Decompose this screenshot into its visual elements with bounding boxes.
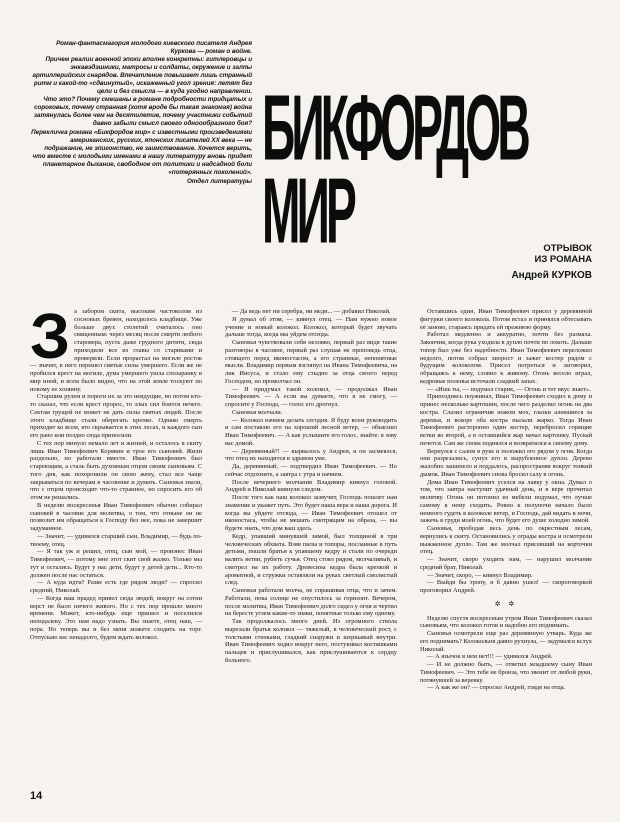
paragraph: Сыновья молчали. xyxy=(232,408,283,416)
paragraph: Сыновья чувствовали себя неловко, первый раз видя такие разговоры в часовне, первый раз слушая не проповедь отца, стоящего перед иконостасом, а его странные, непонятные мысли. Владимир первым взглянул на Ивана Тимофеевича, на лик Иисуса, и стало ему стыдно за отца своего перед Господом, но промолчал он. xyxy=(225,339,397,385)
paragraph: — И не должно быть, — ответил младшему сыну Иван Тимофеевич. — Это тебе не бронза, что звенит от любой руки, потянувшей за веревку. xyxy=(420,661,592,684)
page-number: 14 xyxy=(30,790,43,802)
paragraph: — Деревянный?! — вырвалось у Андрея, и он засмеялся, что отец их находится в здравом уме. xyxy=(225,447,397,463)
intro-paragraph-2: Причем реалии военной эпохи вполне конкретны: гитлеровцы и энкавэдэшники, матросы и солдаты, окружение и залпы артиллерийских снарядов. Впечатление повышает лишь странный ритм и какой-то «сдвинутый», искаженный угол зрения: летят без цели и без смысла — в куда угодно направлении. xyxy=(32,56,252,96)
paragraph: — Значит, скоро, — кивнул Владимир. xyxy=(427,571,533,579)
text-column-1 xyxy=(30,300,202,641)
paragraph: — «Ишь ты, — подумал старик, — Огонь и тот вкус знает». xyxy=(427,385,591,393)
paragraph: — Значит, — удивился старший сын, Владимир, — будь по-твоему, отец. xyxy=(30,532,202,548)
editorial-intro xyxy=(30,40,252,186)
paragraph: Сыновья осмотрели еще раз деревянную утварь. Куда же его поднимать? Колокольня давно рухнула, — задумался вслух Николай. xyxy=(420,630,592,653)
paragraph: Неделю спустя воскресным утром Иван Тимофеевич сказал сыновьям, что колокол готов и надобно его поднимать. xyxy=(420,614,592,630)
author-name: Андрей КУРКОВ xyxy=(511,270,592,281)
paragraph: Припозднясь поужинал, Иван Тимофеевич сходил к дому и принес несколько картошин, после чего разделил огонь на два костра. Слазил ограничив ножом мох, глазки алевшиеся за деревья, и вскоре оба костра пылали жарко. Тогда Иван Тимофеевич расторопно один костер, перебросил горящие ветки во второй, а в оставшийся жар начал картошку. Пускай печется. Сам же снова поднялся и возвратился к своему дому. xyxy=(420,393,592,447)
paragraph: Так продолжалось много дней. Из огромного ствола вырезали братья колокол — тяжелый, в человеческий рост, с толстыми стенками, гладкий снаружи и шершавый внутри. Иван Тимофеевич ходил вокруг него, постукивал костяшками пальцев и прислушивался, как прислушиваются к сердцу больного. xyxy=(225,618,397,664)
intro-signature: Отдел литературы xyxy=(186,177,252,185)
paragraph: Старшим рулем и пороги их за это неидущие, но потом кто-то сказал, что если крест пророс, то злых сил боится нечего. Сектам грущей не может не дать силы святых людей. После этого кладбище стали оберегать крепко. Однако смерть приходит ко всем, кто скрывается в этих лесах, и каждого сын его рано или поздно сюда приносили. xyxy=(30,393,202,439)
paragraph: — А как же он? — спросил Андрей, глядя на отца. xyxy=(427,684,566,692)
paragraph: Вернулся с салом в руке и положил его рядом у огня. Когда они разрезались, сунул его в вырубленное дупло. Дерево жалобно зашипело и поддалось, распространяя вокруг тонкий дымок. Иван Тимофеевич снова бросил салу в огонь. xyxy=(420,447,592,478)
paragraph: — Да ведь нет ни серебра, ни меди... — добавил Николай. xyxy=(232,308,391,315)
paragraph: — Значит, скоро уходить нам, — нарушил молчание средний брат, Николай. xyxy=(420,556,592,571)
section-break-stars: ✲ ✲ xyxy=(494,599,518,608)
intro-paragraph-1: Роман-фантасмагория молодого киевского писателя Андрея Куркова — роман о войне. xyxy=(56,40,252,56)
paragraph: Сыновья, прободав весь день по окрестным лесам, вернулись к скиту. Остановились у ограды костра и осмотрели выжженное дупло. Там же молчал присевший на корточки отец. xyxy=(420,525,592,556)
paragraph: С тех пор минуло немало лет и жизней, и осталось в скиту лишь Иван Тимофеевич Корявин и трое его сыновей. Жили раздельно, но работали вместе. Иван Тимофеевич был стареющим, а сталь быть духовным отцом своим сыновьям. С того дня, как похоронили он свою жену, стал все чаще закрываться по вечерам в часовенке и думать. Сыновья знали, что с отцом происходит что-то странное, но спросить его об этом не решались. xyxy=(30,439,202,501)
title-line-2: МИР xyxy=(262,158,353,263)
paragraph: Работал медленно и аккуратно, почти без размаха. Закончив, когда рука уходила в дупло почти по локоть. Дальше топор был уже без надобности. Иван Тимофеевич переложил недолго, потом собрал хворост и зажег костер рядом с будущим колоколом. Присел погреться и заговорил, обращаясь к нему, словно к живому. Огонь весело играл, кедровые поленья источали сладкий запах. xyxy=(420,331,592,385)
paragraph: а забором скита, высоким частоколом из сосновых бревен, находилось кладбище. Уже больше двух столетий считалось оно священным: через месяц после смерти любого старовера, пусть даже грудного дитяти, сюда приходили все из главы со стариками и проверяли. Если прорастал на могиле росток — значит, в него перешел святые силы умершего. Если же не пробился крест на могиле, дума умершего ушла спозаранку в мир иной, и всем было видно, что на этой земле тоскуют по новому ее хозяину. xyxy=(30,308,202,393)
subtitle xyxy=(480,243,592,265)
paragraph: — Колокол начнем делать сегодня. Я буду всем руководить и сам поставлю его на хороший лесной ветер, — объяснил Иван Тимофеевич. — А как услышите его голос, знайте: я зову вас домой. xyxy=(225,416,397,447)
drop-cap: З xyxy=(30,300,71,372)
paragraph: — А куда идти? Разве есть где рядом люди? — спросил средний, Николай. xyxy=(30,579,202,594)
title-line-1: БИКФОРДОВ xyxy=(262,75,527,180)
paragraph: — Выйдя бы тропу, я б давно ушел! — скороговоркой проговорил Андрей. xyxy=(420,579,592,594)
text-column-3 xyxy=(420,308,592,692)
subtitle-line-2: ИЗ РОМАНА xyxy=(534,254,592,265)
paragraph: — Я так уж и решил, отец, сын мой, — произнес Иван Тимофеевич, — потому мне этот скит свой жалко. Только мы тут и остались. Будут у нас дети, будут у детей дети... Кто-то должен после нас остаться. xyxy=(30,548,202,579)
paragraph: Я думал об этом, — кивнул отец. — Нам нужно новое учение и новый колокол. Колокол, который будет звучать дальше тогда, когда мы уйдем отсюда. xyxy=(225,315,397,339)
text-column-2 xyxy=(225,308,397,665)
paragraph: — А язычок в нем нет!!! — удивился Андрей. xyxy=(427,653,553,661)
paragraph: В неделю воскресенья Иван Тимофеевич обычно собирал сыновей в часовне для молитвы, о том, что отныне он не позволит им обращаться к Господу без нее, пока не завершит задуманное. xyxy=(30,501,202,532)
paragraph: Дома Иван Тимофеевич уселся на лавку у окна. Думал о том, что завтра наступит удачный день, и в вере прочитал молитву. Огонь он потопил из мебели подумал, что лучше самому к нему сходить. Ровно к полуночи начало было немного гудеть в колоколе ветер, и Господь, дай видать в ночи, зажечь в груди моей огонь, что будет его душе холодно зимой. xyxy=(420,478,592,525)
paragraph: Кедр, упавший минувшей зимой, был толщиной в три человеческих обхвата. Взяв пилы и топоры, посланные в путь детьми, пошли братья к упавшему кедру и стали по очереди валить ветви, рубить сучья. Отец стоял рядом, молчаливый, и смотрел на их работу. Древесина кедра была крепкой и ароматной, и стружки оставляли на руках светлый смолистый след. xyxy=(225,532,397,587)
paragraph: Да, деревянный, — подтвердил Иван Тимофеевич. — Но сейчас отдохните, а завтра с утра и начнем. xyxy=(225,463,397,478)
subtitle-line-1: ОТРЫВОК xyxy=(543,243,592,254)
paragraph: После того как наш колокол зазвучит, Господь пошлет нам знамение и укажет путь. Это будет наша вера и наша дорога. И когда вы уйдете отсюда, — Иван Тимофеевич отошел от иконостаса, чтобы не мешать смотрящим на образа, — вы будете знать, что дом ваш здесь. xyxy=(225,494,397,532)
paragraph: После вечернего молчания Владимир кивнул головой. Андрей и Николай кивнули следом. xyxy=(225,478,397,494)
paragraph: — Когда ваш прадед привел сюда людей, вокруг на сотни верст не было ничего живого. Но с тех пор прошло много времени. Может, кто-нибудь еще пришел и поселился неподалеку. Это нам надо узнать. Вы знаете, отец наш, — пора. Но теперь вы и без меня можете сходить на торг. Отпускаю вас ненадолго, будем ждать колокол. xyxy=(30,594,202,641)
intro-paragraph-4: Перекличка романа «Бикфордов мир» с известными произведениями американских, русских, японских писателей XX века — не подражание, не эпигонство, не заимствование. Хочется верить, что вместе с молодыми именами в нашу литературу вновь придет планетарное дыхание, свободное от политики и надсадной боли «потерянных поколений». xyxy=(31,128,252,176)
paragraph: Сыновья работали молча, не спрашивая отца, что и зачем. Работали, пока солнце не опустилось за горизонт. Вечером, после молитвы, Иван Тимофеевич долго сидел у огня и чертил на бересте углем какие-то знаки, понятные только ему одному. xyxy=(225,587,397,618)
intro-paragraph-3: Что это? Почему смешаны в романе подробности тридцатых и сороковых, почему странная (хотя вроде бы такая знакомая) война затянулась более чем на десятилетие, почему участники событий давно забыли смысл своего одноообразного боя? xyxy=(33,96,252,128)
paragraph: Оставшись один, Иван Тимофеевич присел у деревянной фигурки своего колокола. Потом встал и принялся обтесывать её заново, стараясь придать ей прежнюю форму. xyxy=(420,308,592,331)
paragraph: — Я придумал такой колокол, — продолжал Иван Тимофеевич. — А если вы думаете, что я не смогу, — спросите у Господа, — голос его дрогнул. xyxy=(225,385,397,408)
